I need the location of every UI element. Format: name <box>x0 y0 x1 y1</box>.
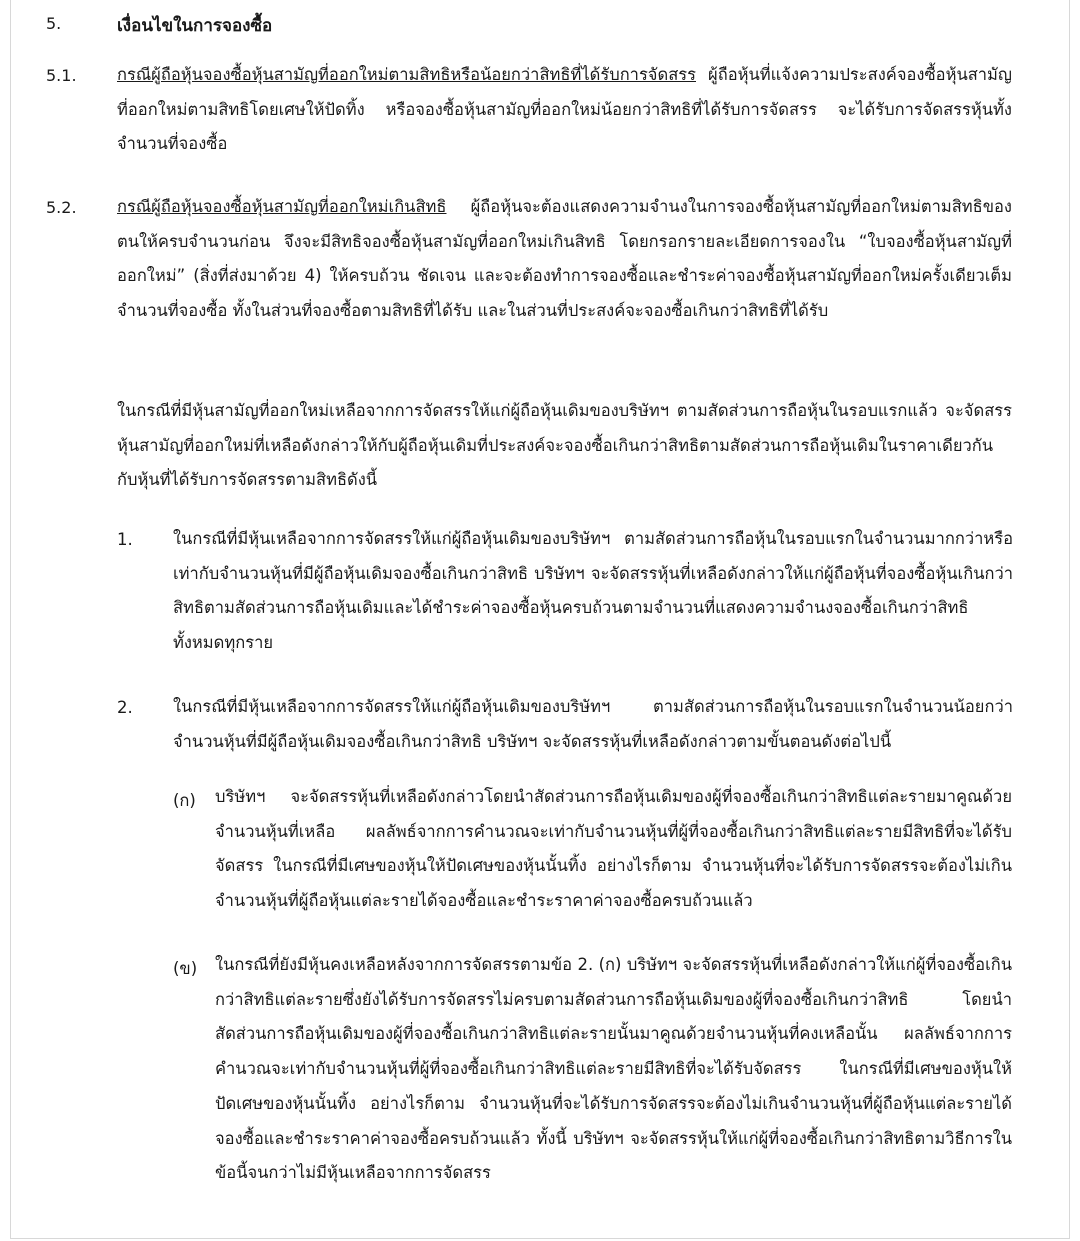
item-2b-text: ในกรณีที่ยังมีหุ้นคงเหลือหลังจากการจัดสรรตามข้อ 2. (ก) บริษัทฯ จะจัดสรรหุ้นที่เหลือดังกล่าวให้แก่ผู้ที่จองซื้อเกินกว่าสิทธิแต่ละรายซึ่งยังได้รับการจัดสรรไม่ครบตามสัดส่วนการถือหุ้นเดิมของผู้ที่จองซื้อเกินกว่าสิทธิ โดยนำสัดส่วนการถือหุ้นเดิมของผู้ที่จองซื้อเกินกว่าสิทธิแต่ละรายนั้นมาคูณด้วยจำนวนหุ้นที่คงเหลือนั้น ผลลัพธ์จากการคำนวณจะเท่ากับจำนวนหุ้นที่ผู้ที่จองซื้อเกินกว่าสิทธิแต่ละรายมีสิทธิที่จะได้รับจัดสรร ในกรณีที่มีเศษของหุ้นให้ปัดเศษของหุ้นนั้นทิ้ง อย่างไรก็ตาม จำนวนหุ้นที่จะได้รับการจัดสรรจะต้องไม่เกินจำนวนหุ้นที่ผู้ถือหุ้นแต่ละรายได้จองซื้อและชำระราคาค่าจองซื้อครบถ้วนแล้ว ทั้งนี้ บริษัทฯ จะจัดสรรหุ้นให้แก่ผู้ที่จองซื้อเกินกว่าสิทธิตามวิธีการในข้อนี้จนกว่าไม่มีหุ้นเหลือจากการจัดสรร <box>215 955 1012 1183</box>
clause-5-2-number: 5.2. <box>46 198 77 217</box>
item-2-number: 2. <box>117 698 133 717</box>
section-number: 5. <box>46 14 62 33</box>
clause-5-1-heading: กรณีผู้ถือหุ้นจองซื้อหุ้นสามัญที่ออกใหม่ตามสิทธิหรือน้อยกว่าสิทธิที่ได้รับการจัดสรร <box>117 65 696 84</box>
item-2a-number: (ก) <box>173 791 196 810</box>
clause-5-2-heading: กรณีผู้ถือหุ้นจองซื้อหุ้นสามัญที่ออกใหม่เกินสิทธิ <box>117 197 447 216</box>
clause-5-1-number: 5.1. <box>46 66 77 85</box>
item-2a-text: บริษัทฯ จะจัดสรรหุ้นที่เหลือดังกล่าวโดยนำสัดส่วนการถือหุ้นเดิมของผู้ที่จองซื้อเกินกว่าสิทธิแต่ละรายมาคูณด้วยจำนวนหุ้นที่เหลือ ผลลัพธ์จากการคำนวณจะเท่ากับจำนวนหุ้นที่ผู้ที่จองซื้อเกินกว่าสิทธิแต่ละรายมีสิทธิที่จะได้รับจัดสรร ในกรณีที่มีเศษของหุ้นให้ปัดเศษของหุ้นนั้นทิ้ง อย่างไรก็ตาม จำนวนหุ้นที่จะได้รับการจัดสรรจะต้องไม่เกินจำนวนหุ้นที่ผู้ถือหุ้นแต่ละรายได้จองซื้อและชำระราคาค่าจองซื้อครบถ้วนแล้ว <box>215 787 1012 911</box>
clause-5-1-text <box>117 58 1012 162</box>
section-title: เงื่อนไขในการจองซื้อ <box>117 16 273 36</box>
item-2b-number: (ข) <box>173 959 198 978</box>
clause-5-2-text <box>117 190 1012 329</box>
item-2-text: ในกรณีที่มีหุ้นเหลือจากการจัดสรรให้แก่ผู้ถือหุ้นเดิมของบริษัทฯ ตามสัดส่วนการถือหุ้นในรอบแรกในจำนวนน้อยกว่าจำนวนหุ้นที่มีผู้ถือหุ้นเดิมจองซื้อเกินกว่าสิทธิ บริษัทฯ จะจัดสรรหุ้นที่เหลือดังกล่าวตามขั้นตอนดังต่อไปนี้ <box>173 697 1013 751</box>
clause-5-1-body: ผู้ถือหุ้นที่แจ้งความประสงค์จองซื้อหุ้นสามัญที่ออกใหม่ตามสิทธิโดยเศษให้ปัดทิ้ง หรือจองซื้อหุ้นสามัญที่ออกใหม่น้อยกว่าสิทธิที่ได้รับการจัดสรร จะได้รับการจัดสรรหุ้นทั้งจำนวนที่จองซื้อ <box>117 65 1012 154</box>
clause-5-2-body: ผู้ถือหุ้นจะต้องแสดงความจำนงในการจองซื้อหุ้นสามัญที่ออกใหม่ตามสิทธิของตนให้ครบจำนวนก่อน จึงจะมีสิทธิจองซื้อหุ้นสามัญที่ออกใหม่เกินสิทธิ โดยกรอกรายละเอียดการจองใน “ใบจองซื้อหุ้นสามัญที่ออกใหม่” (สิ่งที่ส่งมาด้วย 4) ให้ครบถ้วน ชัดเจน และจะต้องทำการจองซื้อและชำระค่าจองซื้อหุ้นสามัญที่ออกใหม่ครั้งเดียวเต็มจำนวนที่จองซื้อ ทั้งในส่วนที่จองซื้อตามสิทธิที่ได้รับ และในส่วนที่ประสงค์จะจองซื้อเกินกว่าสิทธิที่ได้รับ <box>117 197 1012 321</box>
item-1-text: ในกรณีที่มีหุ้นเหลือจากการจัดสรรให้แก่ผู้ถือหุ้นเดิมของบริษัทฯ ตามสัดส่วนการถือหุ้นในรอบแรกในจำนวนมากกว่าหรือเท่ากับจำนวนหุ้นที่มีผู้ถือหุ้นเดิมจองซื้อเกินกว่าสิทธิ บริษัทฯ จะจัดสรรหุ้นที่เหลือดังกล่าวให้แก่ผู้ถือหุ้นที่จองซื้อหุ้นเกินกว่าสิทธิตามสัดส่วนการถือหุ้นเดิมและได้ชำระค่าจองซื้อหุ้นครบถ้วนตามจำนวนที่แสดงความจำนงจองซื้อเกินกว่าสิทธิทั้งหมดทุกราย <box>173 529 1013 653</box>
clause-5-2-intro: ในกรณีที่มีหุ้นสามัญที่ออกใหม่เหลือจากการจัดสรรให้แก่ผู้ถือหุ้นเดิมของบริษัทฯ ตามสัดส่วนการถือหุ้นในรอบแรกแล้ว จะจัดสรรหุ้นสามัญที่ออกใหม่ที่เหลือดังกล่าวให้กับผู้ถือหุ้นเดิมที่ประสงค์จะจองซื้อเกินกว่าสิทธิตามสัดส่วนการถือหุ้นเดิมในราคาเดียวกันกับหุ้นที่ได้รับการจัดสรรตามสิทธิดังนี้ <box>117 401 1012 490</box>
item-1-number: 1. <box>117 530 133 549</box>
